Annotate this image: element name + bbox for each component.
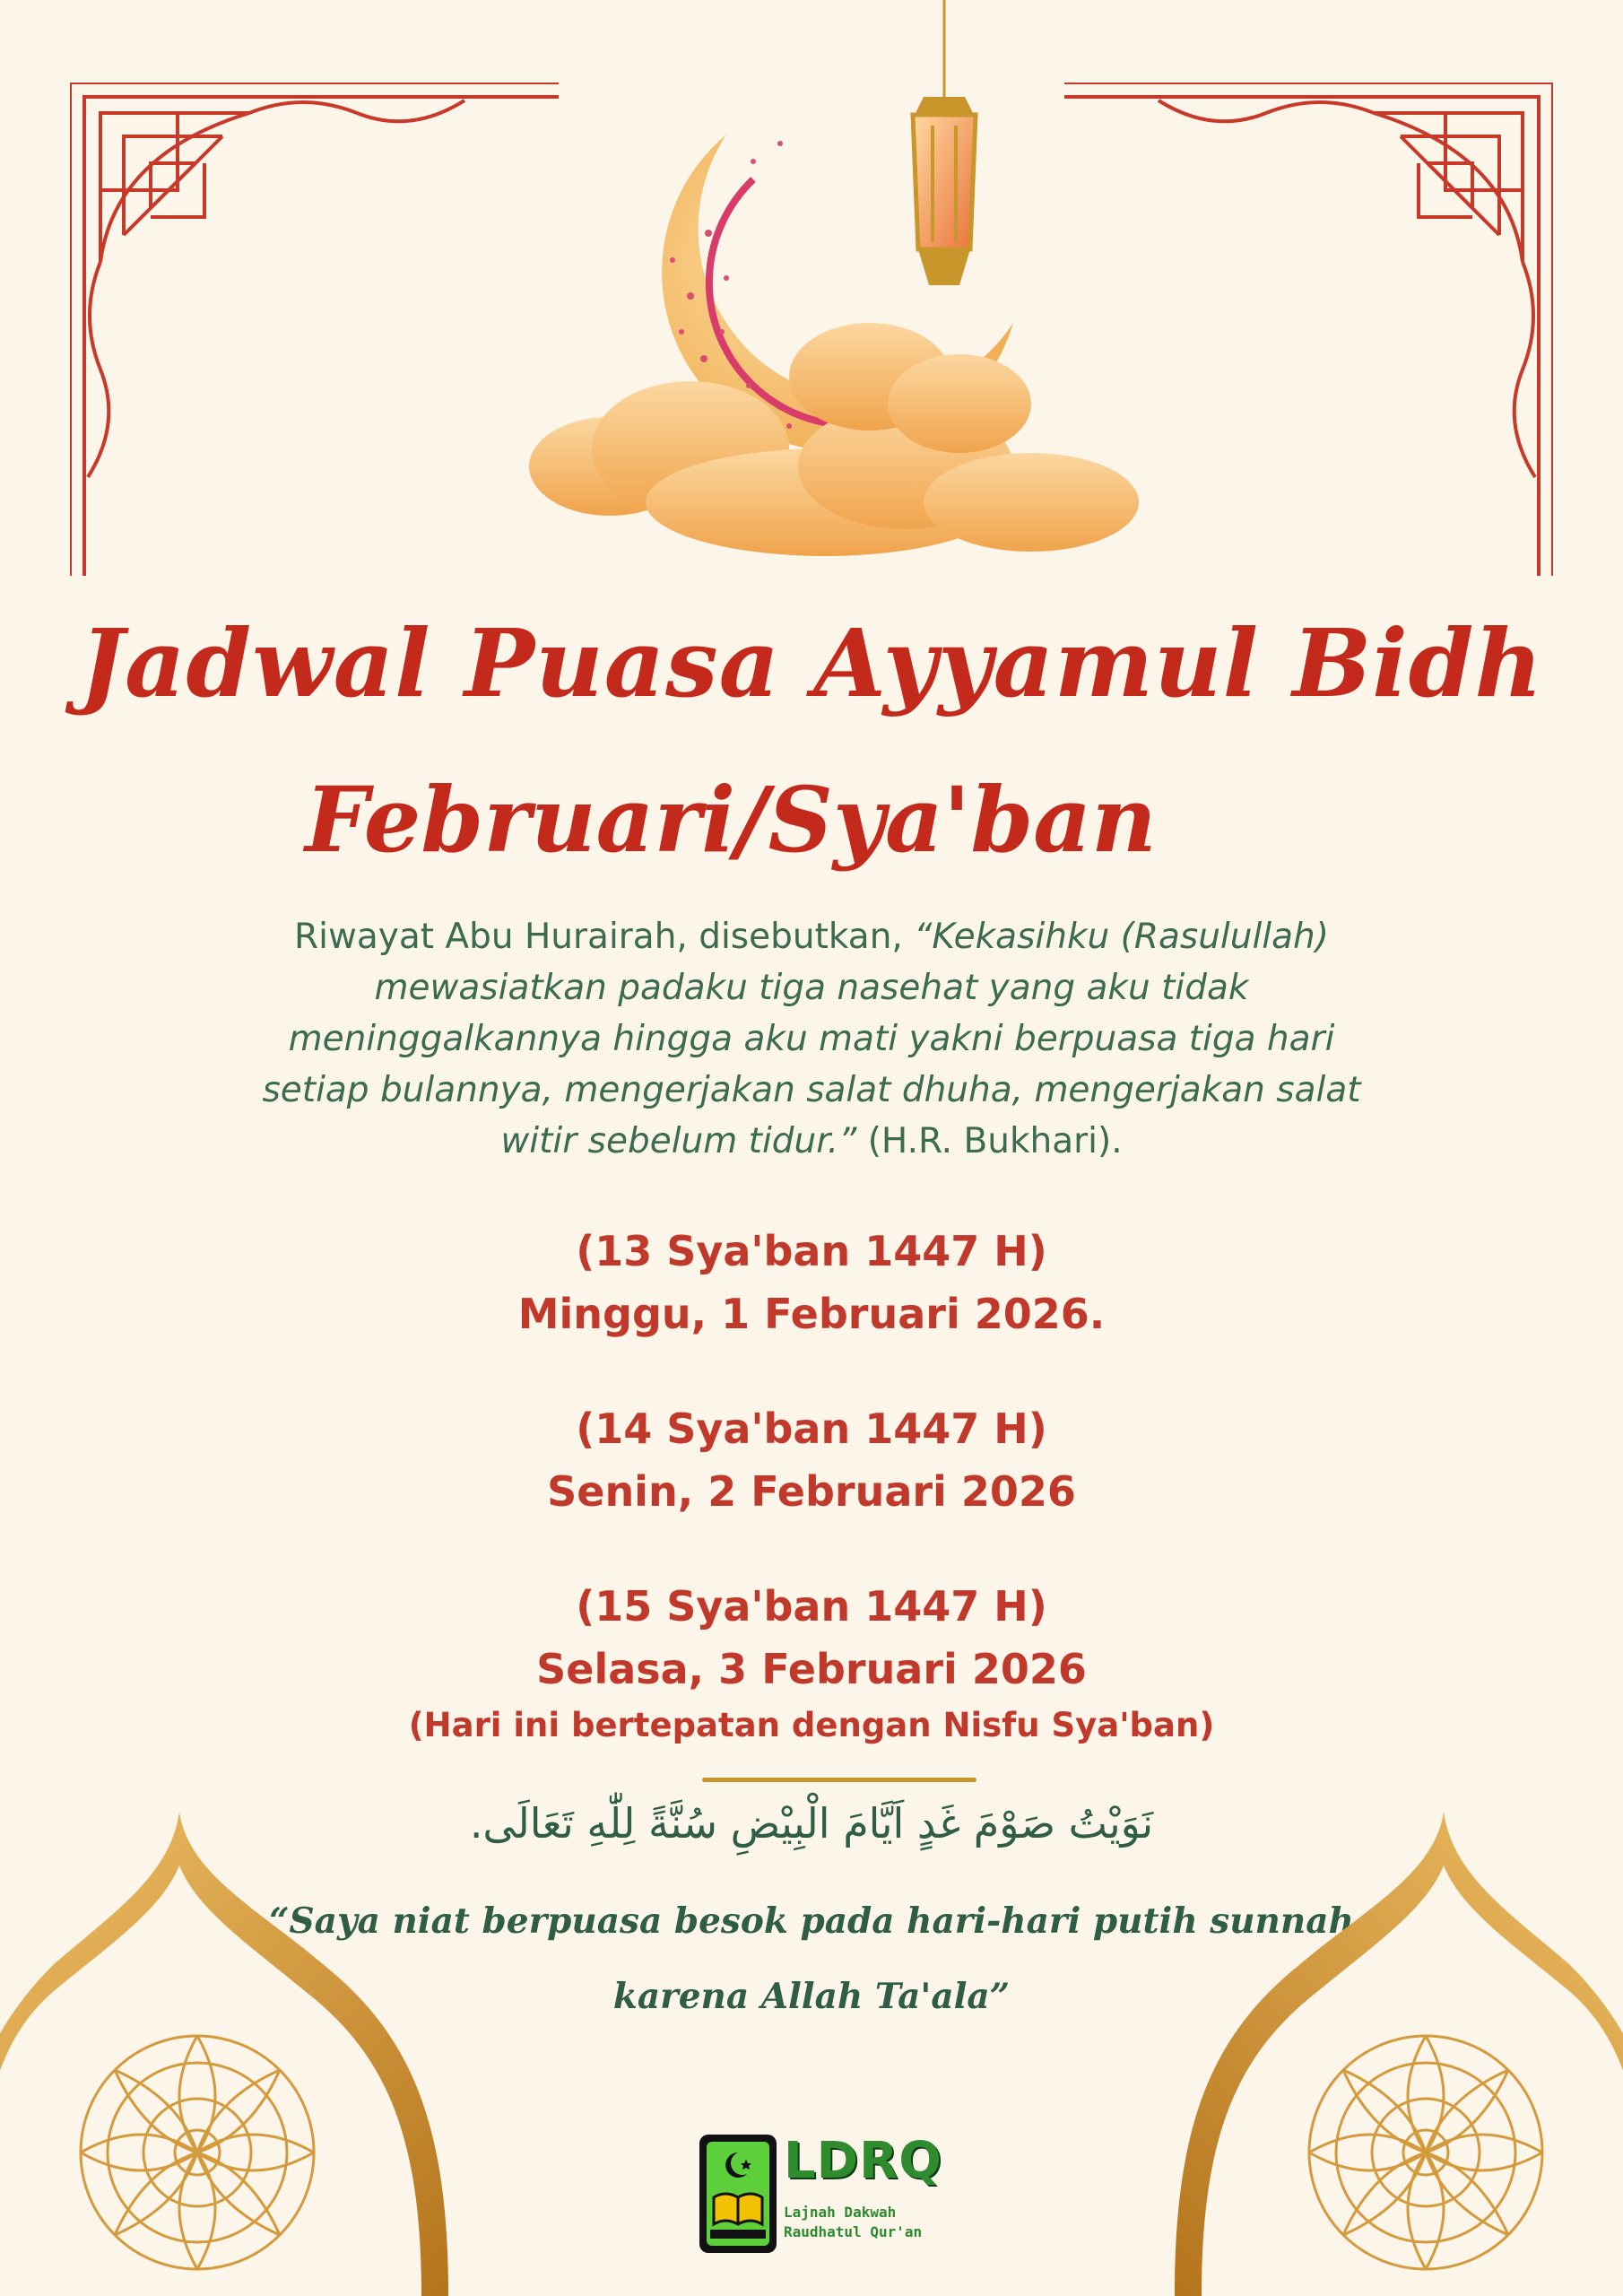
schedule-note: (Hari ini bertepatan dengan Nisfu Sya'ban) bbox=[408, 1706, 1215, 1744]
hadith-intro: Riwayat Abu Hurairah, disebutkan, bbox=[294, 917, 903, 957]
dome-ornament-icon bbox=[0, 1812, 466, 2296]
fasting-schedule bbox=[0, 1220, 1623, 1803]
page-title: Jadwal Puasa Ayyamul Bidh bbox=[79, 608, 1544, 718]
gregorian-date: Minggu, 1 Februari 2026. bbox=[517, 1290, 1106, 1338]
logo-subtitle bbox=[784, 2203, 927, 2242]
schedule-item bbox=[0, 1220, 1623, 1345]
gregorian-date: Senin, 2 Februari 2026 bbox=[547, 1467, 1076, 1516]
logo-subtitle-line1: Lajnah Dakwah bbox=[784, 2204, 897, 2221]
hadith-quote: “Kekasihku (Rasulullah) mewasiatkan padaku tiga nasehat yang aku tidak meninggalkannya hingga aku mati yakni berpuasa tiga hari setiap bulannya, mengerjakan salat dhuha, mengerjakan salat witir sebelum tidur.” bbox=[262, 917, 1361, 1161]
gregorian-date: Selasa, 3 Februari 2026 bbox=[536, 1645, 1087, 1693]
hadith-source: (H.R. Bukhari). bbox=[867, 1121, 1123, 1161]
hijri-date: (14 Sya'ban 1447 H) bbox=[576, 1405, 1047, 1453]
hadith-text bbox=[251, 911, 1372, 1167]
schedule-item bbox=[0, 1397, 1623, 1523]
niat-translation: “Saya niat berpuasa besok pada hari-hari putih sunnah karena Allah Ta'ala” bbox=[269, 1900, 1354, 2017]
hijri-date: (15 Sya'ban 1447 H) bbox=[576, 1582, 1047, 1631]
ldrq-logo bbox=[698, 2132, 942, 2255]
niat-arabic: نَوَيْتُ صَوْمَ غَدٍ اَيَّامَ الْبِيْضِ سُنَّةً لِلّٰهِ تَعَالَى. bbox=[469, 1799, 1154, 1848]
logo-subtitle-line2: Raudhatul Qur'an bbox=[784, 2223, 923, 2240]
hijri-date: (13 Sya'ban 1447 H) bbox=[576, 1227, 1047, 1275]
page-subtitle: Februari/Sya'ban bbox=[305, 767, 1157, 873]
cloud-icon bbox=[529, 323, 1139, 556]
schedule-item bbox=[0, 1575, 1623, 1751]
logo-name: LDRQ bbox=[784, 2132, 942, 2190]
ldrq-emblem-icon bbox=[698, 2133, 778, 2255]
dome-ornament-icon bbox=[1157, 1812, 1623, 2296]
crescent-moon-icon bbox=[484, 0, 1148, 574]
divider bbox=[702, 1778, 976, 1782]
